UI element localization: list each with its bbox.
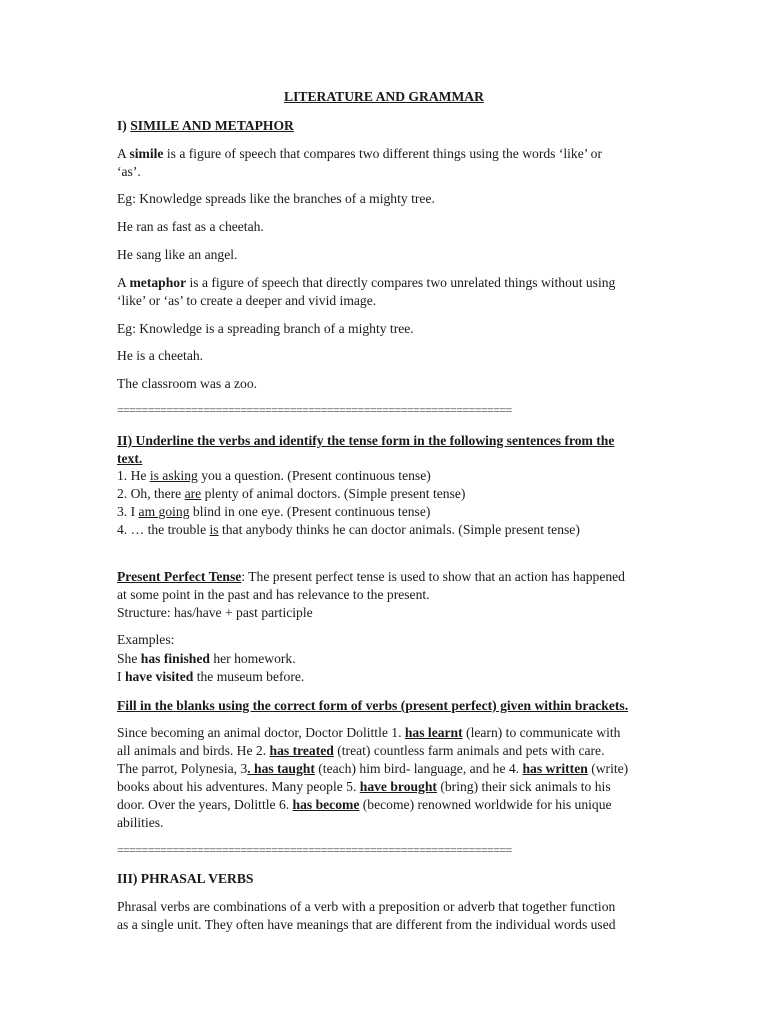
metaphor-article: A <box>117 275 130 290</box>
section3-heading: III) PHRASAL VERBS <box>117 871 254 886</box>
example-1-end: her homework. <box>209 651 296 666</box>
simile-example-1: Eg: Knowledge spreads like the branches of a mighty tree. <box>117 191 435 206</box>
metaphor-definition-line2: ‘like’ or ‘as’ to create a deeper and vivid image. <box>117 293 377 308</box>
present-perfect-example-2 <box>117 668 304 685</box>
fill-line2-start: all animals and birds. He 2. <box>117 743 270 758</box>
metaphor-term: metaphor <box>129 275 187 290</box>
fill-line5-end: (become) renowned worldwide for his unique <box>359 797 612 812</box>
example-2-end: the museum before. <box>193 669 305 684</box>
present-perfect-definition-line1 <box>117 568 625 585</box>
fill-line1-end: (learn) to communicate with <box>462 725 621 740</box>
sentence-3-start: 3. I <box>117 504 139 519</box>
phrasal-verbs-line1: Phrasal verbs are combinations of a verb with a preposition or adverb that together function <box>117 899 616 914</box>
answer-5: have brought <box>359 779 437 794</box>
simile-article: A <box>117 146 130 161</box>
present-perfect-example-1 <box>117 650 296 667</box>
simile-example-2: He ran as fast as a cheetah. <box>117 219 264 234</box>
fill-line3-middle: (teach) him bird- language, and he 4. <box>314 761 523 776</box>
sentence-3-verb: am going <box>138 504 190 519</box>
separator-line-2: ================================================================ <box>117 843 512 857</box>
document-title: LITERATURE AND GRAMMAR <box>284 89 484 104</box>
fill-paragraph-line3 <box>117 760 628 777</box>
sentence-2-end: plenty of animal doctors. (Simple present tense) <box>201 486 466 501</box>
tense-sentence-3 <box>117 503 430 520</box>
fill-paragraph-line1 <box>117 724 620 741</box>
sentence-1-verb: is asking <box>149 468 198 483</box>
example-2-verb: have visited <box>124 669 194 684</box>
sentence-2-start: 2. Oh, there <box>117 486 185 501</box>
sentence-4-start: 4. … the trouble <box>117 522 210 537</box>
fill-line2-end: (treat) countless farm animals and pets with care. <box>333 743 605 758</box>
section1-heading <box>117 117 294 134</box>
tense-sentence-4 <box>117 521 580 538</box>
sentence-2-verb: are <box>184 486 202 501</box>
section2-heading-line2: text. <box>117 451 143 466</box>
simile-definition-line1 <box>117 145 602 162</box>
fill-paragraph-line2 <box>117 742 604 759</box>
fill-line3-end: (write) <box>587 761 629 776</box>
fill-line1-start: Since becoming an animal doctor, Doctor Dolittle 1. <box>117 725 405 740</box>
sentence-1-start: 1. He <box>117 468 150 483</box>
fill-line3-start: The parrot, Polynesia, 3 <box>117 761 248 776</box>
answer-6: has become <box>292 797 360 812</box>
fill-paragraph-line5 <box>117 796 612 813</box>
metaphor-definition-line1 <box>117 274 615 291</box>
sentence-4-end: that anybody thinks he can doctor animals. (Simple present tense) <box>218 522 580 537</box>
sentence-1-end: you a question. (Present continuous tense) <box>197 468 431 483</box>
simile-definition-text: is a figure of speech that compares two different things using the words ‘like’ or <box>163 146 602 161</box>
phrasal-verbs-line2: as a single unit. They often have meanings that are different from the individual words used <box>117 917 616 932</box>
fill-blanks-heading: Fill in the blanks using the correct form of verbs (present perfect) given within brackets. <box>117 698 629 713</box>
section1-number: I) <box>117 118 131 133</box>
answer-3: . has taught <box>247 761 315 776</box>
fill-line4-start: books about his adventures. Many people 5. <box>117 779 360 794</box>
tense-sentence-2 <box>117 485 465 502</box>
present-perfect-term: Present Perfect Tense <box>117 569 242 584</box>
example-1-verb: has finished <box>140 651 210 666</box>
metaphor-example-3: The classroom was a zoo. <box>117 376 258 391</box>
metaphor-example-2: He is a cheetah. <box>117 348 204 363</box>
examples-label: Examples: <box>117 632 175 647</box>
example-2-start: I <box>117 669 125 684</box>
metaphor-definition-text: is a figure of speech that directly compares two unrelated things without using <box>186 275 616 290</box>
simile-definition-line2: ‘as’. <box>117 164 141 179</box>
answer-4: has written <box>522 761 588 776</box>
fill-line4-end: (bring) their sick animals to his <box>436 779 611 794</box>
present-perfect-structure: Structure: has/have + past participle <box>117 605 313 620</box>
fill-paragraph-line6: abilities. <box>117 815 164 830</box>
section1-title: SIMILE AND METAPHOR <box>130 118 294 133</box>
sentence-3-end: blind in one eye. (Present continuous tense) <box>189 504 431 519</box>
simile-term: simile <box>129 146 164 161</box>
answer-1: has learnt <box>404 725 463 740</box>
metaphor-example-1: Eg: Knowledge is a spreading branch of a mighty tree. <box>117 321 414 336</box>
answer-2: has treated <box>269 743 334 758</box>
present-perfect-definition-line2: at some point in the past and has relevance to the present. <box>117 587 430 602</box>
section2-heading-line1: II) Underline the verbs and identify the tense form in the following sentences from the <box>117 433 615 448</box>
sentence-4-verb: is <box>209 522 219 537</box>
fill-paragraph-line4 <box>117 778 611 795</box>
simile-example-3: He sang like an angel. <box>117 247 238 262</box>
tense-sentence-1 <box>117 467 431 484</box>
separator-line-1: ================================================================ <box>117 403 512 417</box>
present-perfect-definition-text: : The present perfect tense is used to show that an action has happened <box>241 569 625 584</box>
fill-line5-start: door. Over the years, Dolittle 6. <box>117 797 293 812</box>
example-1-start: She <box>117 651 141 666</box>
